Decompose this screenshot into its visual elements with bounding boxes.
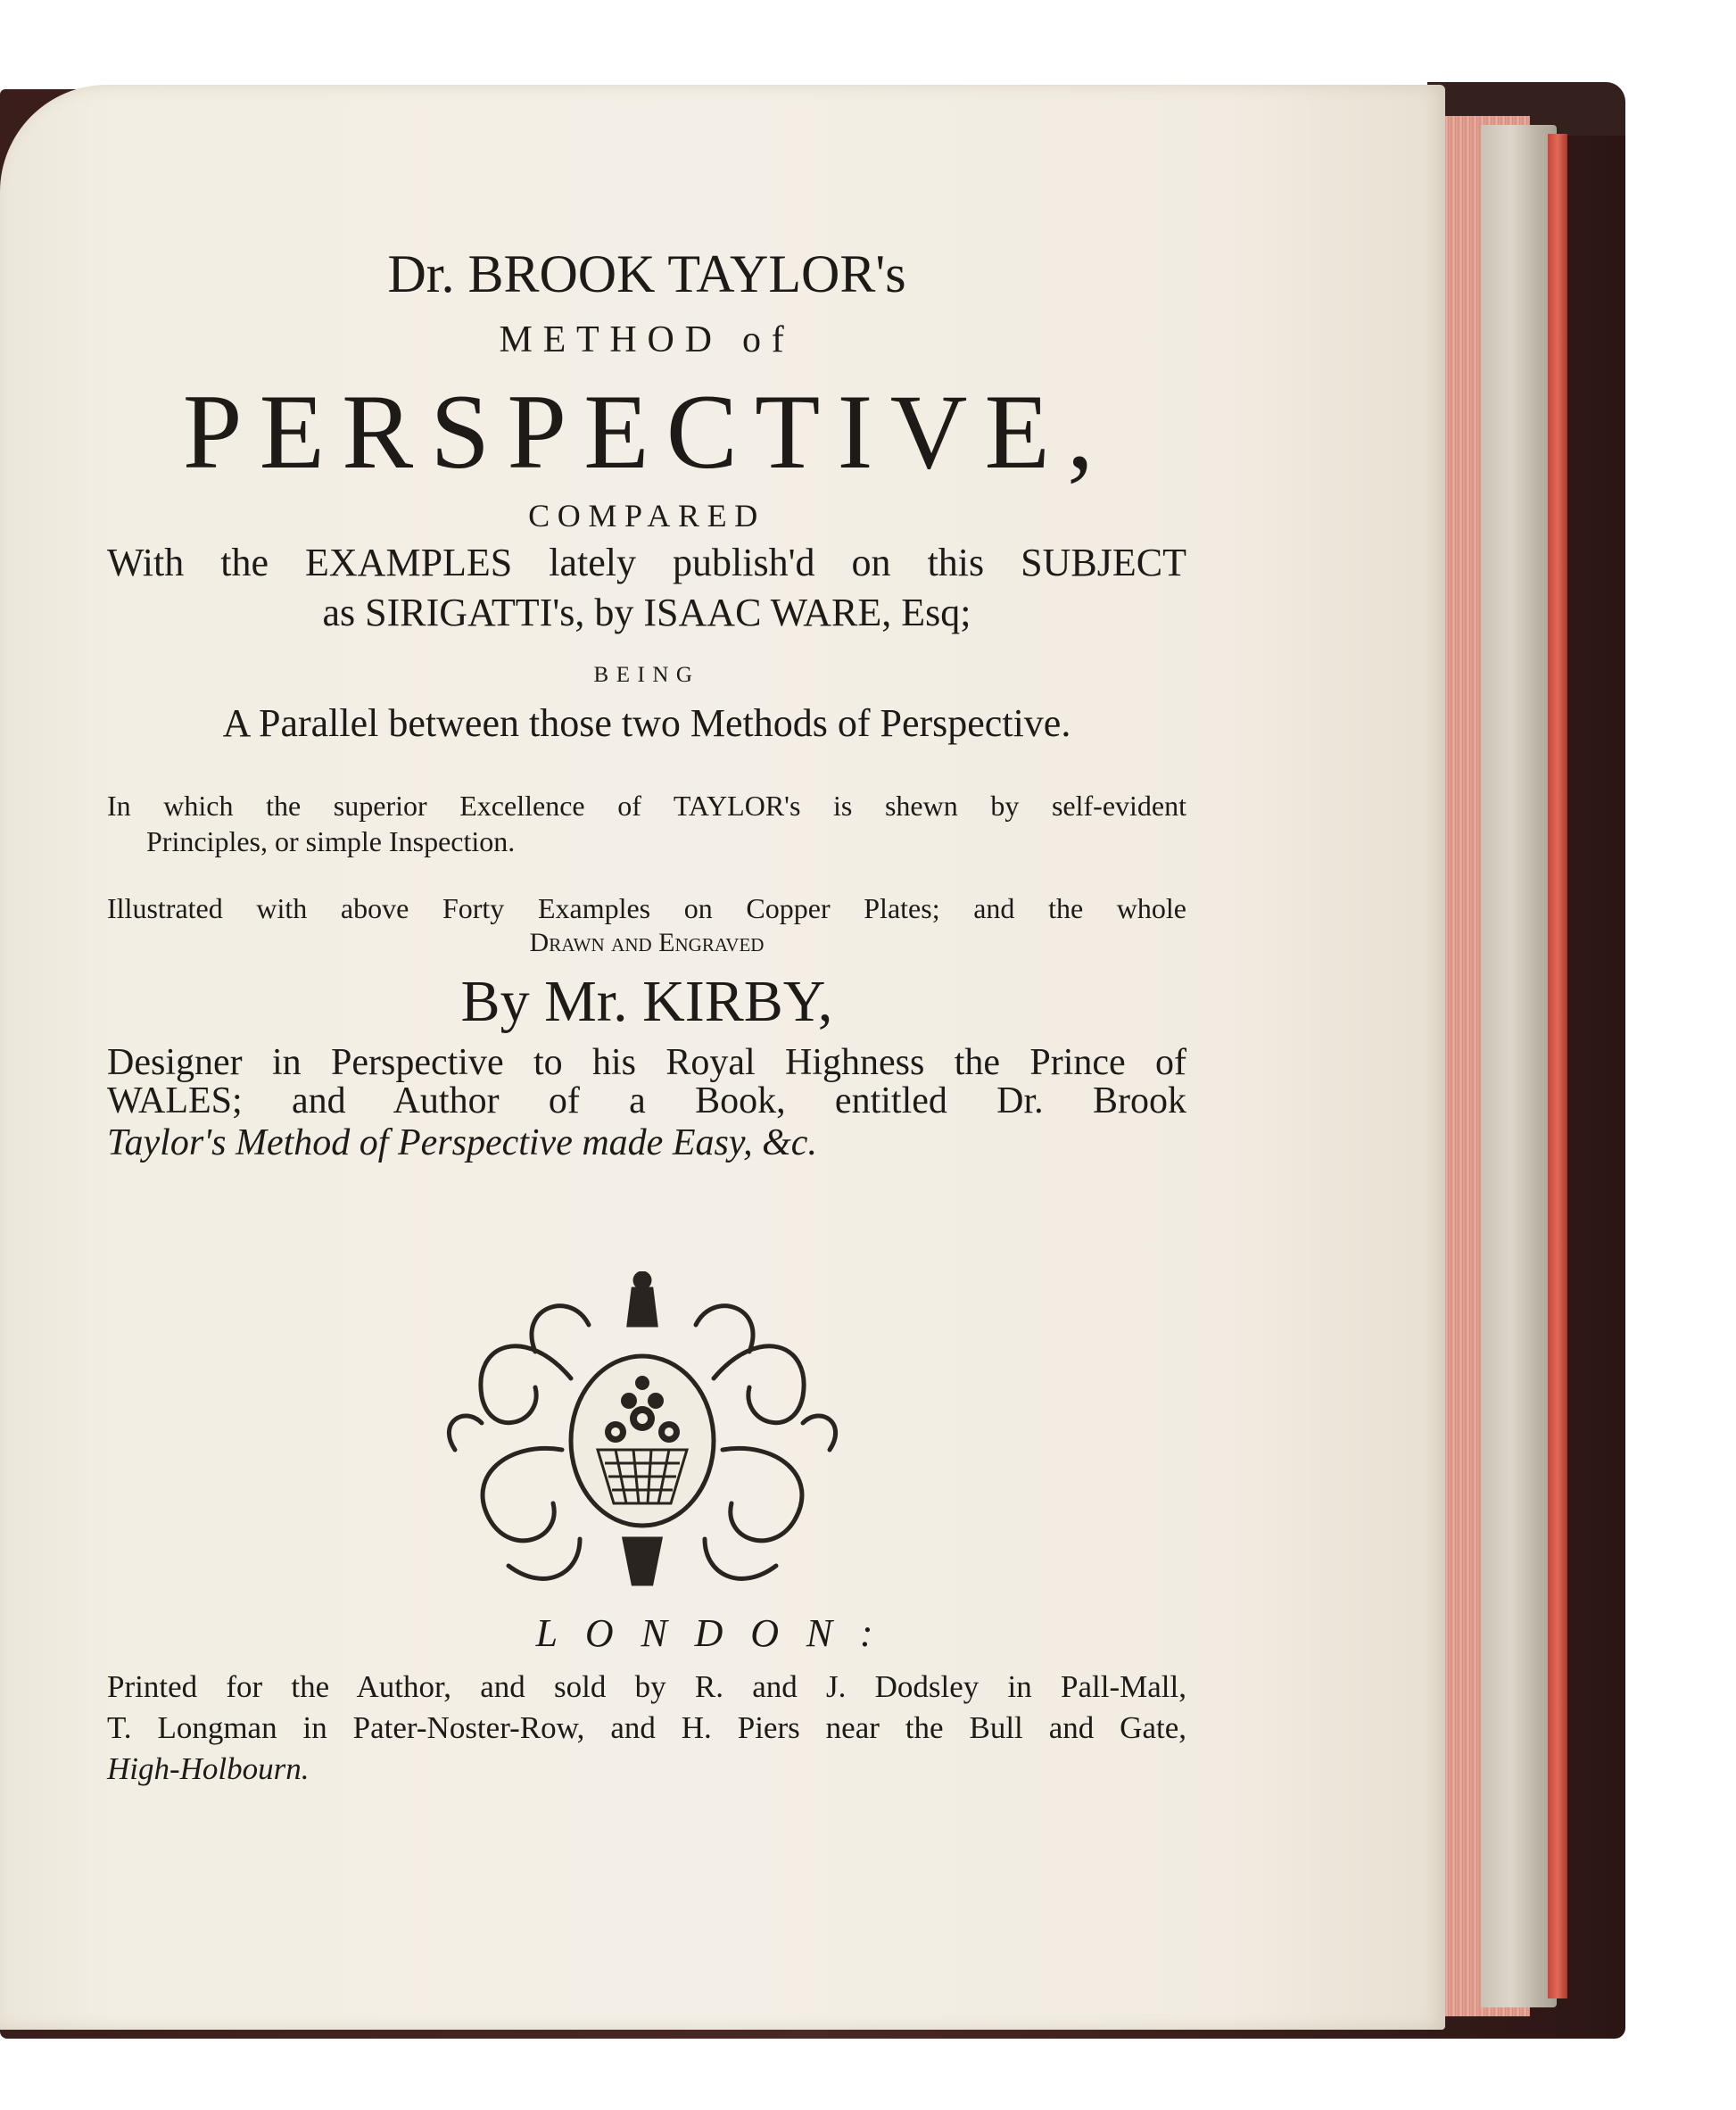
longman-line: T. Longman in Pater-Noster-Row, and H. Piers near the Bull and Gate, xyxy=(107,1710,1186,1745)
compared-heading: COMPARED xyxy=(528,498,765,534)
title-page xyxy=(0,85,1445,2030)
parallel-line: A Parallel between those two Methods of Perspective. xyxy=(222,701,1071,745)
made-easy-line: Taylor's Method of Perspective made Easy, &c. xyxy=(107,1122,817,1163)
basket-of-flowers-ornament-icon xyxy=(428,1271,856,1610)
printed-for-line: Printed for the Author, and sold by R. and J. Dodsley in Pall-Mall, xyxy=(107,1669,1186,1704)
main-title: PERSPECTIVE, xyxy=(182,372,1112,491)
sirigatti-line: as SIRIGATTI's, by ISAAC WARE, Esq; xyxy=(322,591,971,634)
red-stained-edge xyxy=(1548,134,1567,1998)
london-imprint: LONDON: xyxy=(535,1611,901,1655)
being-heading: BEING xyxy=(593,663,700,687)
designer-line: Designer in Perspective to his Royal Highness the Prince of xyxy=(107,1042,1186,1083)
excellence-line: In which the superior Excellence of TAYLOR's is shewn by self-evident xyxy=(107,790,1186,822)
examples-line: With the EXAMPLES lately publish'd on this SUBJECT xyxy=(107,541,1186,584)
drawn-engraved-line: Drawn and Engraved xyxy=(529,928,765,957)
illustrated-line: Illustrated with above Forty Examples on Copper Plates; and the whole xyxy=(107,892,1186,924)
by-kirby-heading: By Mr. KIRBY, xyxy=(460,969,833,1034)
author-heading: Dr. BROOK TAYLOR's xyxy=(387,244,906,303)
principles-line: Principles, or simple Inspection. xyxy=(146,825,516,857)
title-page-text xyxy=(107,85,1186,2030)
wales-line: WALES; and Author of a Book, entitled Dr. Brook xyxy=(107,1080,1186,1121)
holbourn-line: High-Holbourn. xyxy=(107,1751,310,1786)
page-block-edge xyxy=(1481,125,1557,2007)
subtitle-method: METHOD of xyxy=(499,319,795,360)
